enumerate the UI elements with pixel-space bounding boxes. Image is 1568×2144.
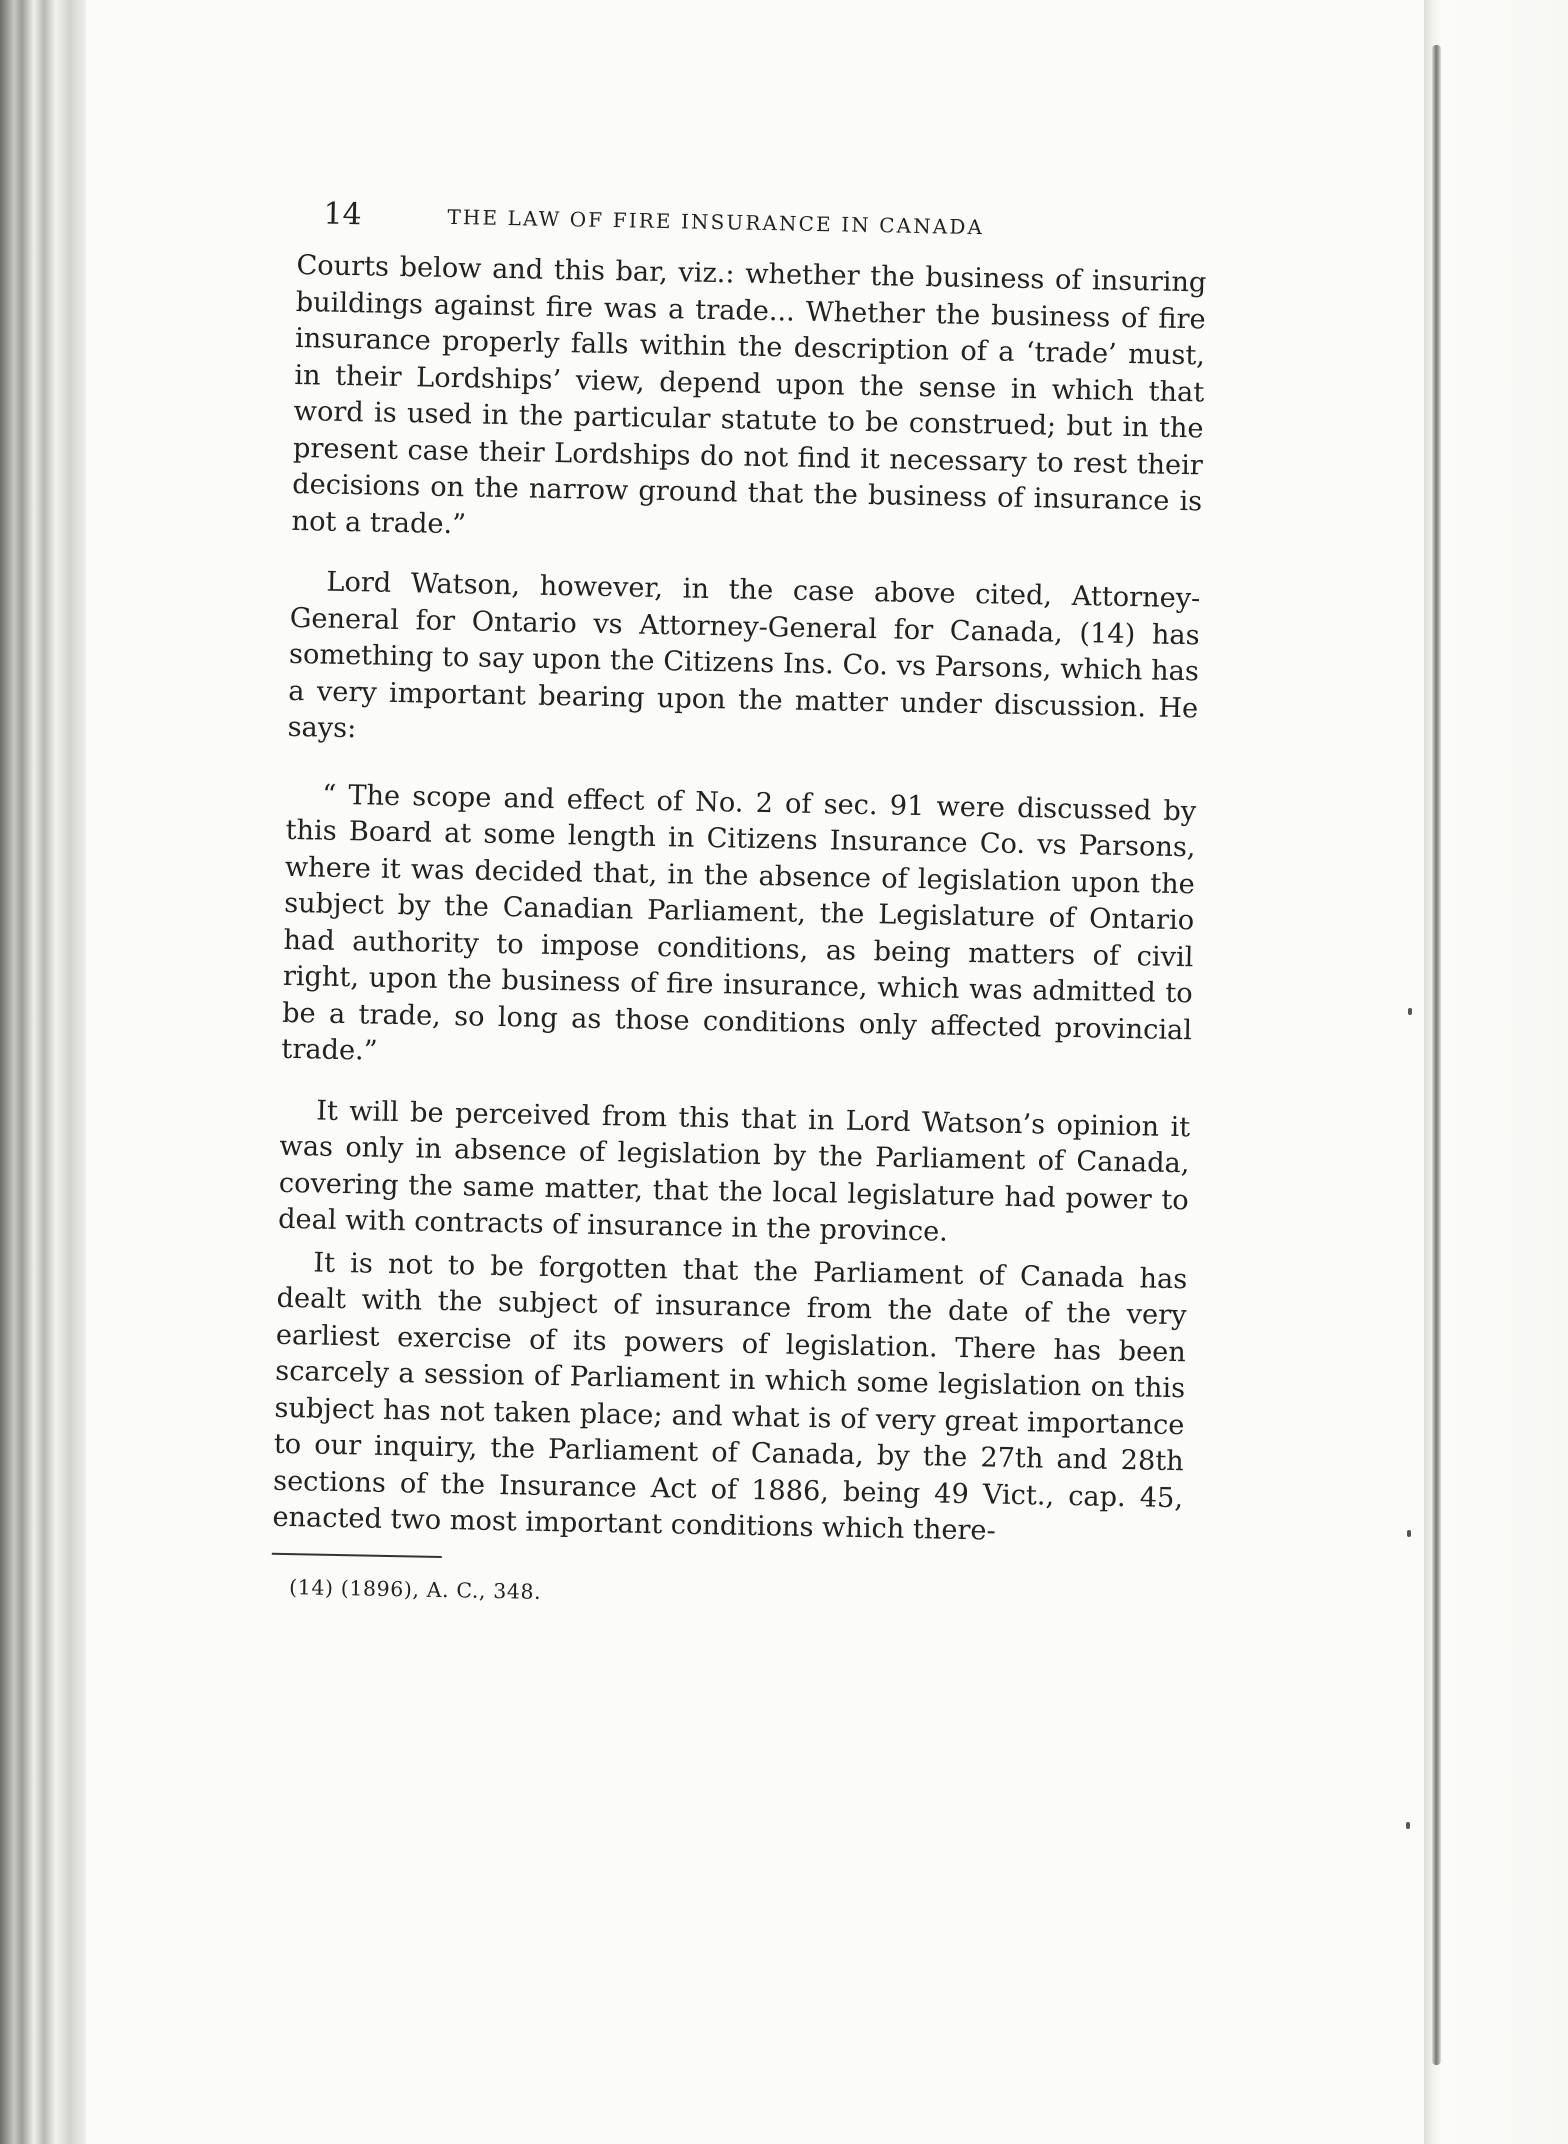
paragraph-4: It will be perceived from this that in Lord Watson’s opinion it was only in absence of legislation by the Parliament of Canada, covering the same matter, that the local legislature had power to deal with contracts of insurance in the province. — [277, 1095, 1191, 1248]
paragraph-2: Lord Watson, however, in the case above cited, Attorney-General for Ontario vs Attorney-General for Canada, (14) has something to say upon the Citizens Ins. Co. vs Parsons, which has a very important bearing upon the matter under discussion. He says: — [287, 566, 1201, 745]
scan-speck — [1408, 1008, 1412, 1015]
page-number: 14 — [323, 196, 363, 233]
footnote: (14) (1896), A. C., 348. — [288, 1574, 542, 1604]
page-text — [271, 188, 1208, 1616]
paragraph-1: Courts below and this bar, viz.: whether the business of insuring buildings against fire was a trade... Whether the business of fire insurance properly falls within the description of a ‘trade’ must, in their Lordships’ view, depend upon the sense in which that word is used in the particular statute to be construed; but in the present case their Lordships do not find it necessary to rest their decisions on the narrow ground that the business of insurance is not a trade.” — [291, 249, 1207, 540]
paragraph-5: It is not to be forgotten that the Parliament of Canada has dealt with the subject of insurance from the date of the very earliest exercise of its powers of legislation. There has been scarcely a session of Parliament in which some legislation on this subject has not taken place; and what is of very great importance to our inquiry, the Parliament of Canada, by the 27th and 28th sections of the Insurance Act of 1886, being 49 Vict., cap. 45, enacted two most important conditions which there- — [272, 1246, 1188, 1547]
scan-speck — [1406, 1822, 1410, 1829]
book-binding — [0, 0, 92, 2144]
facing-page-edge — [1424, 0, 1568, 2144]
footnote-rule — [272, 1552, 442, 1557]
scan-speck — [1407, 1530, 1411, 1537]
page-edge-shadow — [1432, 45, 1441, 2065]
running-head: THE LAW OF FIRE INSURANCE IN CANADA — [447, 204, 985, 240]
block-quote: “ The scope and effect of No. 2 of sec. 91 were discussed by this Board at some length in Citizens Insurance Co. vs Parsons, where it was decided that, in the absence of legislation upon the subject by the Canadian Parliament, the Legislature of Ontario had authority to impose conditions, as being matters of civil right, upon the business of fire insurance, which was admitted to be a trade, so long as those conditions only affected provincial trade.” — [281, 779, 1197, 1067]
